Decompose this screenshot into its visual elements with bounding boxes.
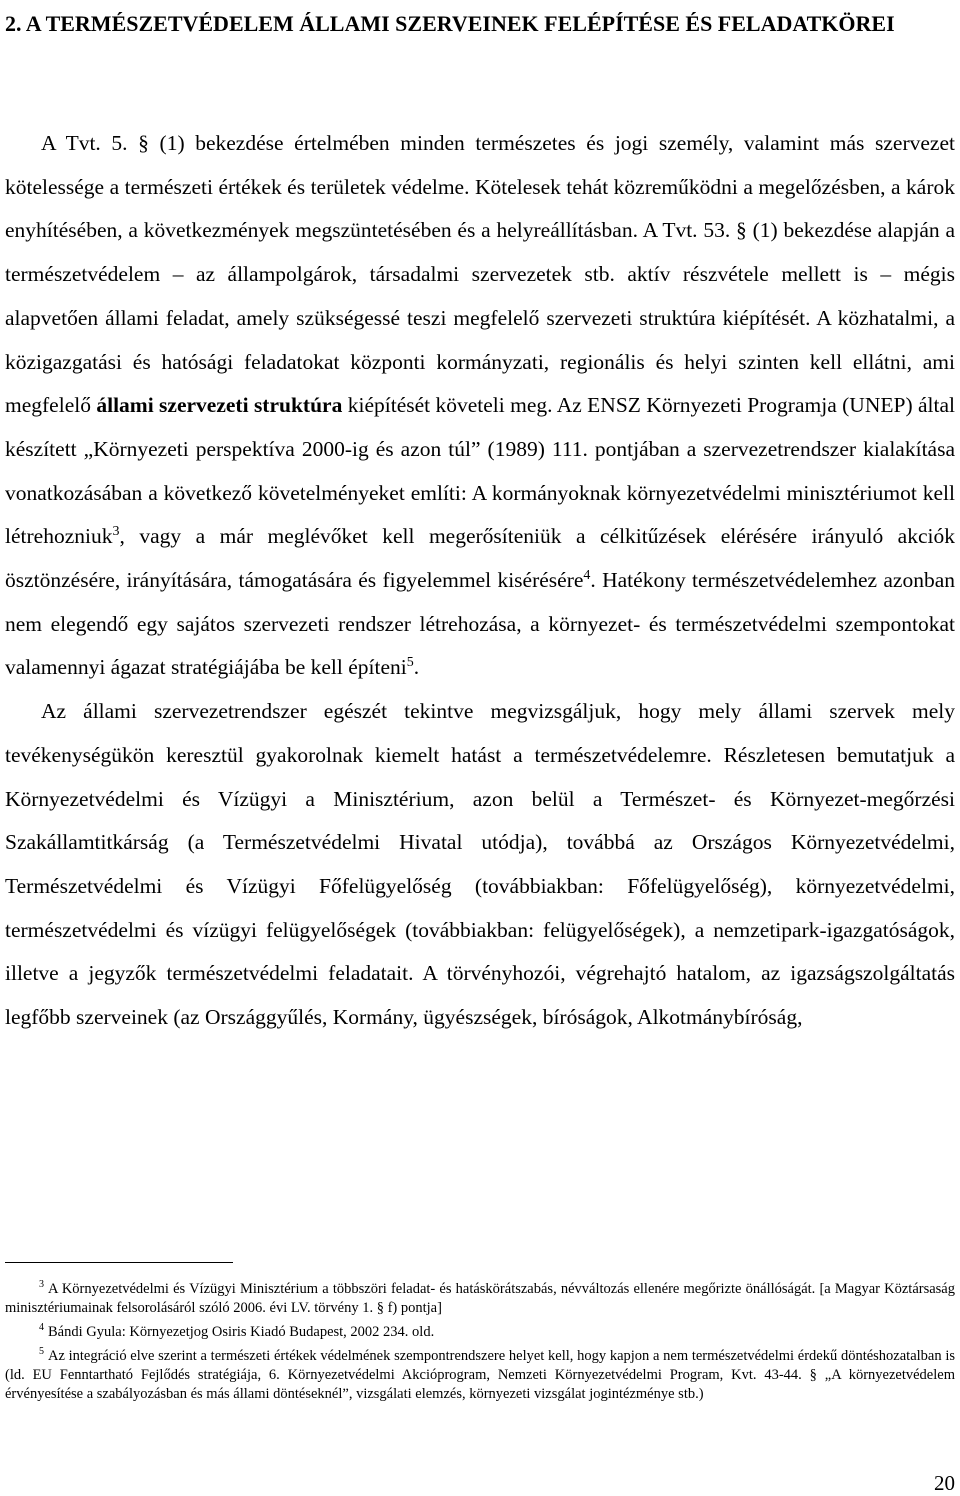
footnote-4 — [5, 1323, 955, 1342]
footnote-ref-4[interactable]: 4 — [583, 567, 591, 583]
footnote-number: 3 — [39, 1279, 44, 1291]
footnote-ref-3[interactable]: 3 — [112, 524, 120, 540]
paragraph-2: Az állami szervezetrendszer egészét tekintve megvizsgáljuk, hogy mely állami szervek mely tevékenységükön keresztül gyakorolnak kiemelt hatást a természetvédelemre. Részletesen bemutatjuk a Környezetvédelmi és Vízügyi a Minisztérium, azon belül a Természet- és Környezet-megőrzési Szakállamtitkárság (a Természetvédelmi Hivatal utódja), továbbá az Országos Környezetvédelmi, Természetvédelmi és Vízügyi Főfelügyelőség (továbbiakban: Főfelügyelőség), környezetvédelmi, természetvédelmi és vízügyi felügyelőségek (továbbiakban: felügyelőségek), a nemzetipark-igazgatóságok, illetve a jegyzők természetvédelmi feladatait. A törvényhozói, végrehajtó hatalom, az igazságszolgáltatás legfőbb szerveinek (az Országgyűlés, Kormány, ügyészségek, bíróságok, Alkotmánybíróság, — [5, 699, 955, 1030]
footnote-3 — [5, 1280, 955, 1318]
footnote-5 — [5, 1347, 955, 1404]
paragraph-1-part-a: A Tvt. 5. § (1) bekezdése értelmében minden természetes és jogi személy, valamint más szervezet kötelessége a természeti értékek és területek védelme. Kötelesek tehát közreműködni a megelőzésben, a károk enyhítésében, a következmények megszüntetésében és a helyreállításban. A Tvt. 53. § (1) bekezdése alapján a természetvédelem – az állampolgárok, társadalmi szervezetek stb. aktív részvétele mellett is – mégis alapvetően állami feladat, amely szükségessé teszi megfelelő szervezeti struktúra kiépítését. A közhatalmi, a közigazgatási és hatósági feladatokat központi kormányzati, regionális és helyi szinten kell ellátni, ami megfelelő — [5, 131, 955, 418]
footnote-text: Bándi Gyula: Környezetjog Osiris Kiadó Budapest, 2002 234. old. — [48, 1324, 435, 1340]
footnote-separator — [5, 1262, 233, 1263]
footnote-number: 5 — [39, 1346, 44, 1358]
footnote-ref-5[interactable]: 5 — [406, 655, 414, 671]
paragraph-1-part-d: . Hatékony természetvédelemhez azonban nem elegendő egy sajátos szervezeti rendszer létrehozása, a környezet- és természetvédelmi szempontokat valamennyi ágazat stratégiájába be kell építeni — [5, 568, 955, 680]
paragraph-1-part-e: . — [413, 655, 420, 680]
footnote-number: 4 — [39, 1322, 44, 1334]
page-number: 20 — [934, 1471, 955, 1495]
footnotes — [5, 1280, 955, 1409]
bold-phrase: állami szervezeti struktúra — [96, 393, 343, 418]
section-heading: 2. A TERMÉSZETVÉDELEM ÁLLAMI SZERVEINEK FELÉPÍTÉSE ÉS FELADATKÖREI — [5, 11, 895, 36]
footnote-text: A Környezetvédelmi és Vízügyi Minisztérium a többszöri feladat- és hatáskörátszabás, névváltozás ellenére megőrizte önállóságát. [a Magyar Köztársaság minisztériumainak felsorolásáról szóló 2006. évi LV. törvény 1. § f) pontja] — [5, 1281, 955, 1316]
footnote-text: Az integráció elve szerint a természeti értékek védelmének szempontrendszere helyet kell, hogy kapjon a nem természetvédelmi érdekű döntéshozatalban is (ld. EU Fenntartható Fejlődés stratégiája, 6. Környezetvédelmi Akcióprogram, Nemzeti Környezetvédelmi Program, Kvt. 43-44. § „A környezetvédelem érvényesítése a szabályozásban és más állami döntéseknél”, vizsgálati elemzés, környezeti vizsgálat jogintézménye stb.) — [5, 1348, 955, 1402]
body-text — [5, 122, 955, 1040]
paragraph-1-part-b: kiépítését követeli meg. Az ENSZ Környezeti Programja (UNEP) által készített „Környezeti perspektíva 2000-ig és azon túl” (1989) 111. pontjában a szervezetrendszer kialakítása vonatkozásában a következő követelményeket említi: A kormányoknak környezetvédelmi minisztériumot kell létrehozniuk — [5, 393, 955, 549]
paragraph-1 — [5, 122, 955, 690]
paragraph-1-part-c: , vagy a már meglévőket kell megerősíteniük a célkitűzések elérésére irányuló akciók ösztönzésére, irányítására, támogatására és figyelemmel kisérésére — [5, 524, 955, 593]
